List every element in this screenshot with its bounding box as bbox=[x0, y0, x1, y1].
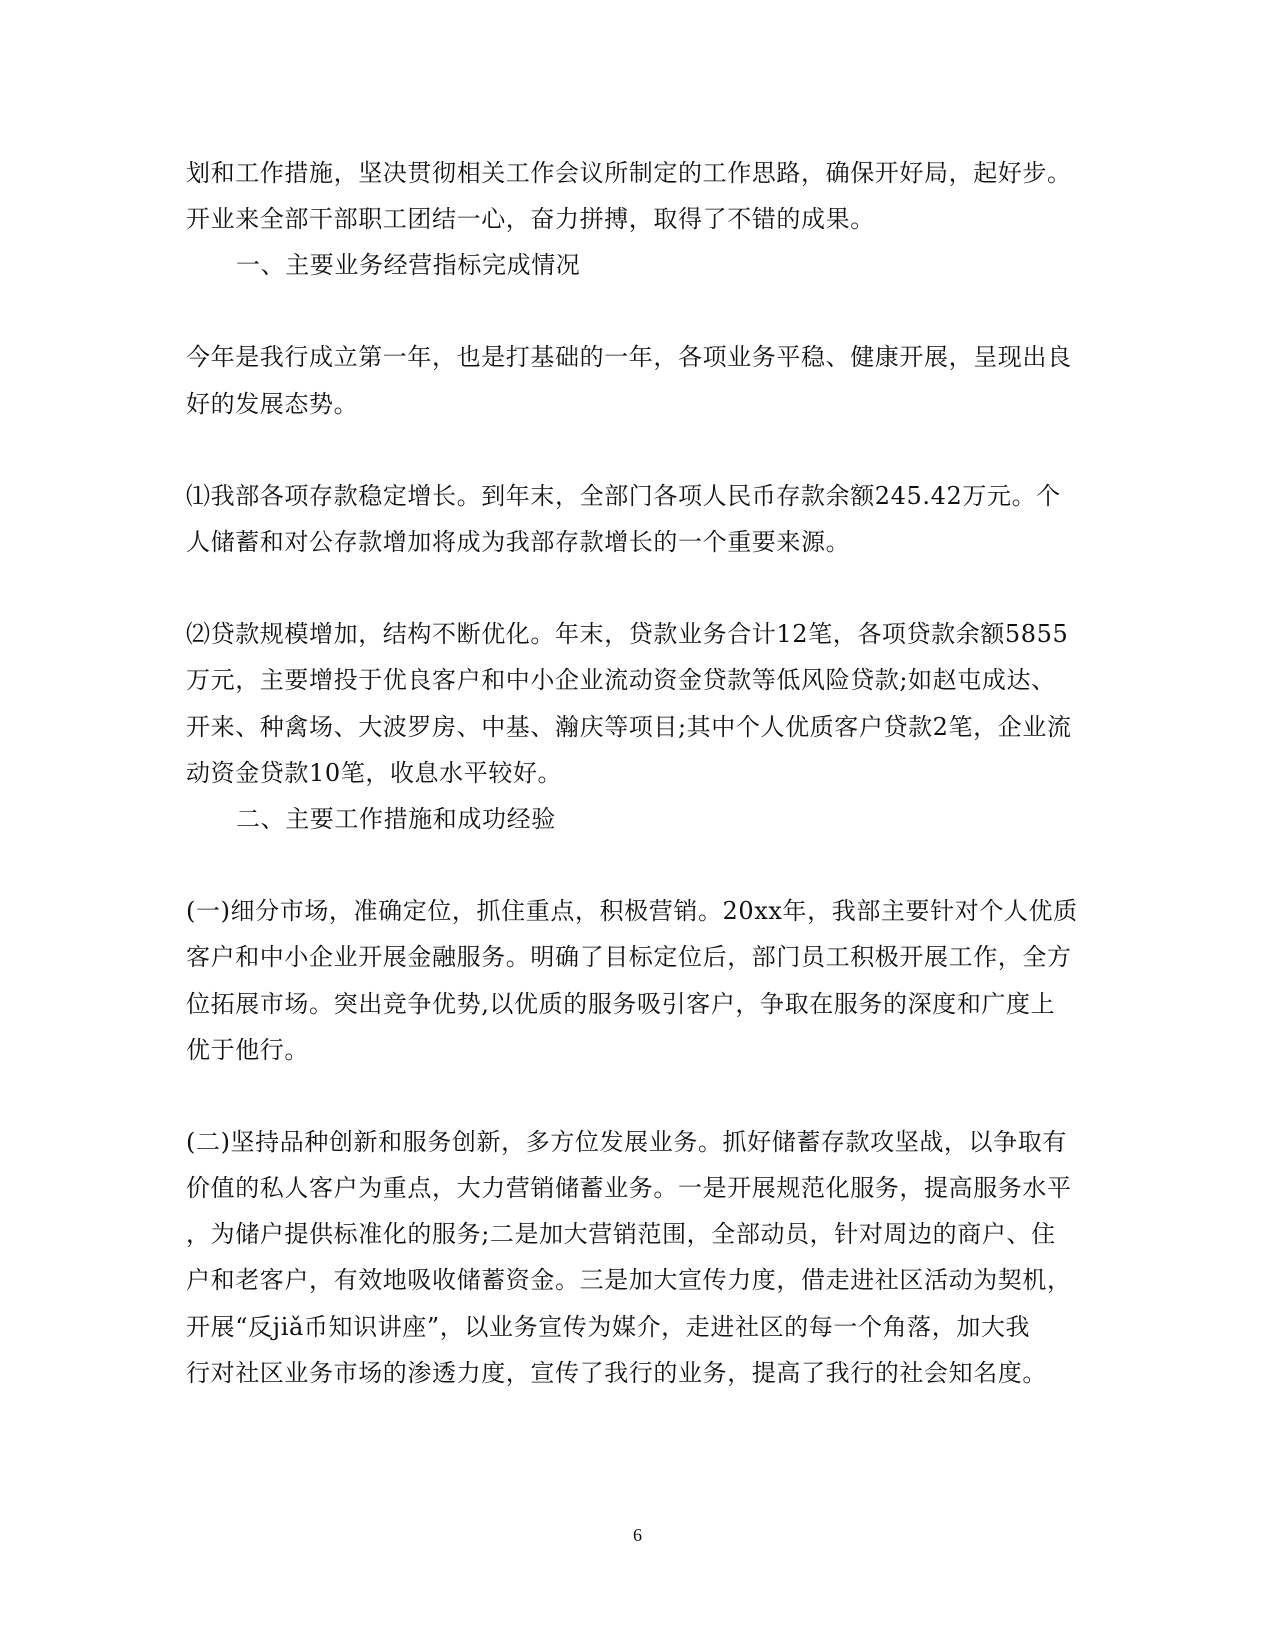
text-line: 位拓展市场。突出竞争优势,以优质的服务吸引客户，争取在服务的深度和广度上 bbox=[186, 990, 1056, 1018]
text-line: 价值的私人客户为重点，大力营销储蓄业务。一是开展规范化服务，提高服务水平 bbox=[186, 1174, 1072, 1202]
text-line: (一)细分市场，准确定位，抓住重点，积极营销。20xx年，我部主要针对个人优质 bbox=[186, 897, 1078, 925]
text-line: 动资金贷款10笔，收息水平较好。 bbox=[186, 759, 563, 787]
text-line: (二)坚持品种创新和服务创新，多方位发展业务。抓好储蓄存款攻坚战，以争取有 bbox=[186, 1128, 1067, 1156]
section-heading: 二、主要工作措施和成功经验 bbox=[236, 805, 556, 833]
text-line: ⑵贷款规模增加，结构不断优化。年末，贷款业务合计12笔，各项贷款余额5855 bbox=[186, 620, 1069, 648]
text-line: 行对社区业务市场的渗透力度，宣传了我行的业务，提高了我行的社会知名度。 bbox=[186, 1359, 1047, 1387]
text-line: 万元，主要增投于优良客户和中小企业流动资金贷款等低风险贷款;如赵屯成达、 bbox=[186, 666, 1056, 694]
page-number: 6 bbox=[633, 1525, 642, 1545]
text-line: 开业来全部干部职工团结一心，奋力拼搏，取得了不错的成果。 bbox=[186, 205, 875, 233]
text-line: 今年是我行成立第一年，也是打基础的一年，各项业务平稳、健康开展，呈现出良 bbox=[186, 343, 1072, 371]
text-line: 客户和中小企业开展金融服务。明确了目标定位后，部门员工积极开展工作，全方 bbox=[186, 943, 1072, 971]
text-line: ⑴我部各项存款稳定增长。到年末，全部门各项人民币存款余额245.42万元。个 bbox=[186, 482, 1061, 510]
text-line: 划和工作措施，坚决贯彻相关工作会议所制定的工作思路，确保开好局，起好步。 bbox=[186, 159, 1072, 187]
text-line: 优于他行。 bbox=[186, 1036, 309, 1064]
section-heading: 一、主要业务经营指标完成情况 bbox=[236, 251, 581, 279]
text-line: ，为储户提供标准化的服务;二是加大营销范围，全部动员，针对周边的商户、住 bbox=[186, 1220, 1056, 1248]
text-line: 开来、种禽场、大波罗房、中基、瀚庆等项目;其中个人优质客户贷款2笔，企业流 bbox=[186, 713, 1072, 741]
text-line: 开展“反jiǎ币知识讲座”，以业务宣传为媒介，走进社区的每一个角落，加大我 bbox=[186, 1313, 1031, 1341]
text-line: 户和老客户，有效地吸收储蓄资金。三是加大宣传力度，借走进社区活动为契机， bbox=[186, 1266, 1072, 1294]
text-line: 人储蓄和对公存款增加将成为我部存款增长的一个重要来源。 bbox=[186, 528, 851, 556]
text-line: 好的发展态势。 bbox=[186, 390, 359, 418]
